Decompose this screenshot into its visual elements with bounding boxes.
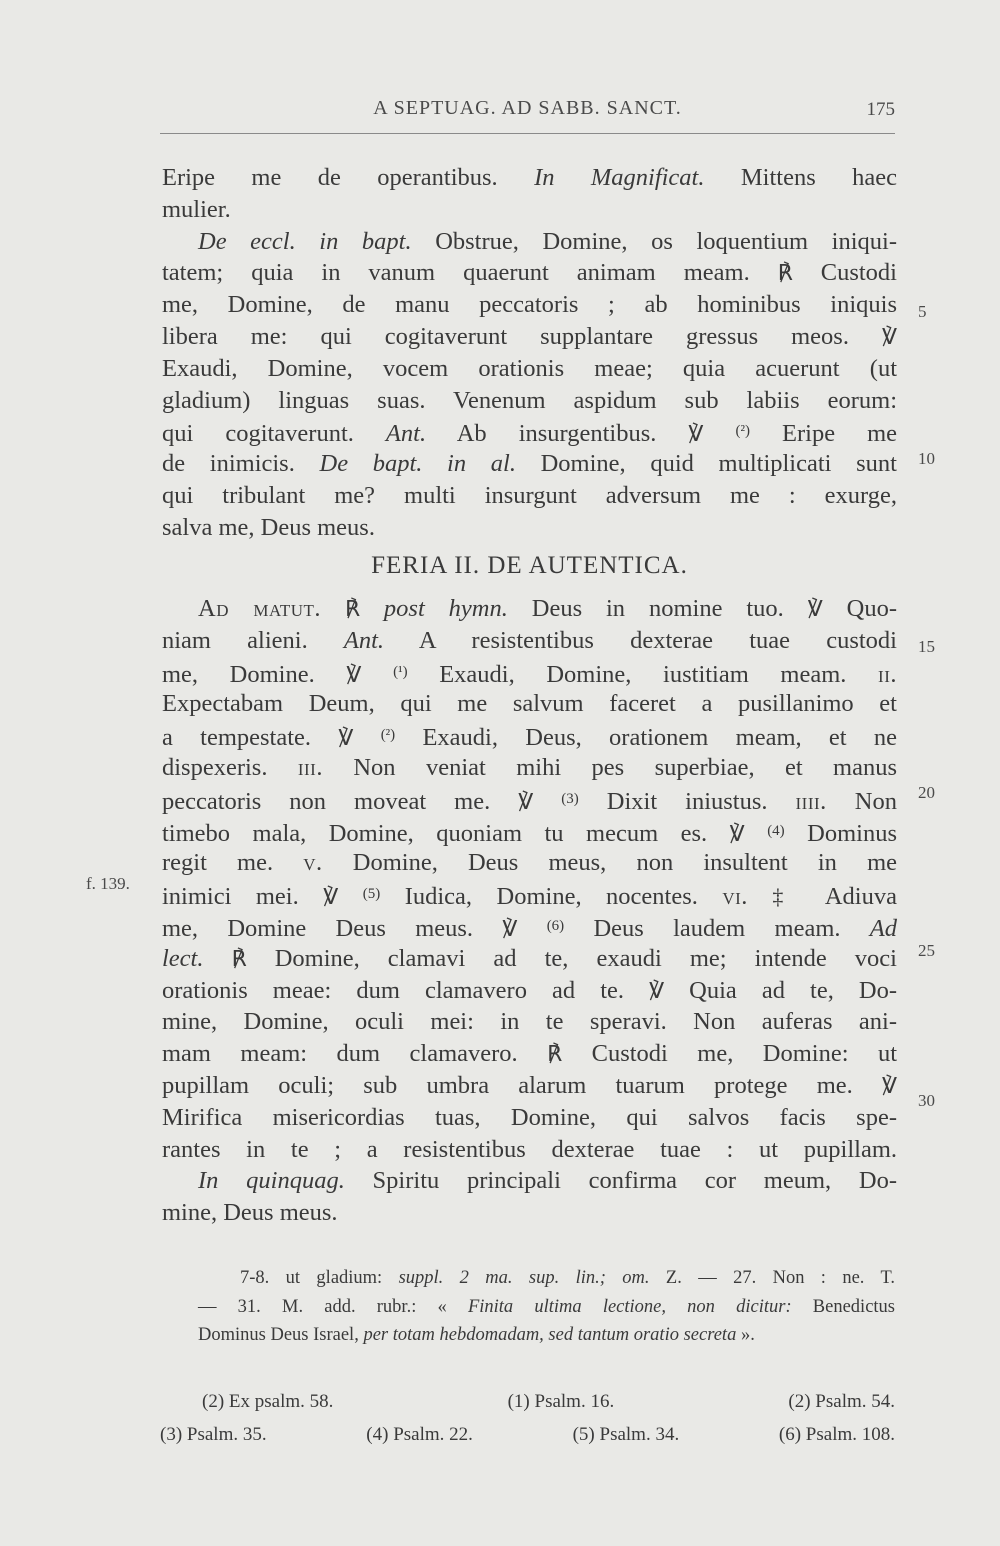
text-run: Domine, quid multiplicati sunt xyxy=(515,450,897,478)
text-line xyxy=(162,194,897,226)
psalm-references xyxy=(160,1385,895,1451)
text-line xyxy=(162,162,897,194)
italic-text: De eccl. in bapt. xyxy=(198,227,412,255)
text-run xyxy=(321,595,345,622)
liturgical-symbol: ℣ xyxy=(881,1072,897,1098)
text-run xyxy=(533,788,561,815)
italic-text: In quinquag. xyxy=(198,1167,345,1195)
references-row-2 xyxy=(160,1418,895,1451)
text-line xyxy=(162,353,897,385)
text-line xyxy=(162,975,897,1007)
small-caps-text: Ad matut. xyxy=(198,595,322,622)
text-run: pupillam oculi; sub umbra alarum tuarum protege me. xyxy=(162,1071,882,1099)
psalm-reference: (2) Ex psalm. 58. xyxy=(202,1391,334,1412)
text-line xyxy=(162,512,897,544)
text-run: dispexeris. xyxy=(162,753,298,781)
italic-text: In Magnificat. xyxy=(534,164,705,191)
italic-text: post hymn. xyxy=(383,595,508,622)
liturgical-symbol: ℣ xyxy=(807,596,823,621)
text-run: rantes in te ; a resistentibus dexterae tuae : ut pupillam. xyxy=(162,1135,897,1163)
section-heading: FERIA II. DE AUTENTICA. xyxy=(371,552,688,579)
text-run: A resistentibus dexterae tuae custodi xyxy=(384,626,897,654)
small-caps-text: ii. xyxy=(878,660,897,688)
text-run: Deus in nomine tuo. xyxy=(507,595,808,622)
italic-text: Ad xyxy=(869,914,898,942)
italic-text: per totam hebdomadam, sed tantum oratio secreta xyxy=(363,1325,737,1345)
text-run: mine, Deus meus. xyxy=(162,1199,338,1227)
italic-text: De bapt. in al. xyxy=(319,450,516,478)
text-line xyxy=(162,1197,897,1229)
footnote-marker: (²) xyxy=(735,423,750,440)
liturgical-symbol: ℟ xyxy=(344,596,361,621)
text-run: de inimicis. xyxy=(162,450,320,478)
text-line xyxy=(162,816,897,848)
text-run: qui cogitaverunt. xyxy=(162,420,386,448)
small-caps-text: iiii. xyxy=(795,787,827,815)
text-run: mam meam: dum clamavero. xyxy=(162,1040,548,1068)
text-line xyxy=(162,480,897,512)
text-line xyxy=(162,720,897,752)
liturgical-symbol: ℣ xyxy=(323,884,339,910)
text-run: Dominus xyxy=(784,819,898,847)
footnote-marker: (4) xyxy=(767,822,785,839)
footnote-marker: (²) xyxy=(380,727,396,744)
text-line xyxy=(162,416,897,448)
text-line xyxy=(162,385,897,417)
text-run: Custodi me, Domine: ut xyxy=(562,1040,898,1068)
text-run: Exaudi, Deus, orationem meam, et ne xyxy=(395,724,898,752)
text-run: me, Domine, de manu peccatoris ; ab hominibus iniquis xyxy=(162,291,897,319)
text-run: libera me: qui cogitaverunt supplantare gressus meos. xyxy=(162,322,882,350)
text-run: 7-8. ut gladium: xyxy=(240,1268,399,1288)
header-title: A SEPTUAG. AD SABB. SANCT. xyxy=(373,97,682,119)
apparatus-line xyxy=(198,1264,895,1293)
text-run: Expectabam Deum, qui me salvum faceret a pusillanimo et xyxy=(162,690,897,718)
line-number: 20 xyxy=(918,783,935,802)
liturgical-symbol: ℟ xyxy=(231,945,247,971)
text-run: Non xyxy=(826,787,897,815)
italic-text: suppl. 2 ma. sup. lin.; om. xyxy=(398,1268,650,1288)
italic-text: lect. xyxy=(162,944,204,972)
text-line xyxy=(162,625,897,657)
psalm-reference: (4) Psalm. 22. xyxy=(366,1424,473,1445)
text-run xyxy=(338,883,362,910)
liturgical-symbol: ℣ xyxy=(338,725,354,751)
body-text-block-2 xyxy=(162,593,897,1229)
psalm-reference: (1) Psalm. 16. xyxy=(507,1391,615,1412)
text-line xyxy=(162,1070,897,1102)
text-run: Z. — 27. Non : ne. T. xyxy=(649,1268,896,1288)
text-run: Dixit iniustus. xyxy=(578,787,796,815)
text-run: Domine, Deus meus, non insultent in me xyxy=(322,849,897,877)
text-line xyxy=(162,1038,897,1070)
text-line xyxy=(162,1102,897,1134)
references-row-1 xyxy=(160,1385,895,1418)
text-run xyxy=(360,595,384,622)
running-header xyxy=(160,97,895,127)
text-line xyxy=(162,911,897,943)
psalm-reference: (3) Psalm. 35. xyxy=(160,1424,267,1445)
text-run: me, Domine. xyxy=(162,660,347,688)
text-run: Quo- xyxy=(822,595,897,622)
text-line xyxy=(162,257,897,289)
liturgical-symbol: ‡ xyxy=(772,884,802,910)
text-run xyxy=(748,883,772,910)
text-run: regit me. xyxy=(162,849,304,877)
line-number: 15 xyxy=(918,637,935,656)
text-run: salva me, Deus meus. xyxy=(162,513,375,541)
liturgical-symbol: ℣ xyxy=(518,788,534,814)
text-run: a tempestate. xyxy=(162,724,339,752)
text-line xyxy=(162,657,897,689)
text-run: Ab insurgentibus. xyxy=(426,420,689,448)
text-run: ». xyxy=(736,1325,755,1345)
text-run: gladium) linguas suas. Venenum aspidum sub labiis eorum: xyxy=(162,386,897,414)
liturgical-symbol: ℣ xyxy=(729,820,745,846)
text-run: Exaudi, Domine, vocem orationis meae; quia acuerunt (ut xyxy=(162,354,897,382)
line-number: 10 xyxy=(918,449,935,468)
liturgical-symbol: ℣ xyxy=(649,977,665,1003)
text-line xyxy=(162,943,897,975)
psalm-reference: (5) Psalm. 34. xyxy=(572,1424,680,1445)
text-run: peccatoris non moveat me. xyxy=(162,787,519,815)
text-run: niam alieni. xyxy=(162,626,344,654)
text-line xyxy=(162,289,897,321)
text-run: Domine, clamavi ad te, exaudi me; intende voci xyxy=(246,944,897,972)
line-number: 25 xyxy=(918,941,935,960)
folio-marginal-note: f. 139. xyxy=(86,874,130,893)
text-line xyxy=(162,784,897,816)
text-run: Iudica, Domine, nocentes. xyxy=(380,883,723,911)
text-line xyxy=(162,448,897,480)
text-run xyxy=(745,820,767,847)
liturgical-symbol: ℟ xyxy=(777,260,793,286)
liturgical-symbol: ℣ xyxy=(346,661,362,687)
liturgical-symbol: ℣ xyxy=(502,915,518,941)
text-run: Dominus Deus Israel, xyxy=(198,1325,364,1345)
header-rule xyxy=(160,133,895,134)
text-run xyxy=(703,420,735,447)
footnote-marker: (6) xyxy=(546,917,565,934)
body-text-block-1 xyxy=(162,162,897,544)
critical-apparatus xyxy=(198,1264,895,1350)
psalm-reference: (6) Psalm. 108. xyxy=(778,1424,895,1445)
footnote-marker: (3) xyxy=(561,790,579,807)
text-run: Mittens haec xyxy=(704,164,897,191)
liturgical-symbol: ℟ xyxy=(547,1041,563,1067)
text-run: Exaudi, Domine, iustitiam meam. xyxy=(407,660,879,688)
section-heading-wrap xyxy=(162,550,897,582)
text-run xyxy=(353,724,380,751)
apparatus-line xyxy=(198,1321,895,1350)
text-run: — 31. M. add. rubr.: « xyxy=(198,1296,468,1317)
text-run: Deus laudem meam. xyxy=(564,914,870,942)
text-run: Eripe me de operantibus. xyxy=(162,164,535,191)
footnote-marker: (¹) xyxy=(393,663,408,680)
liturgical-symbol: ℣ xyxy=(881,323,897,349)
liturgical-symbol: ℣ xyxy=(688,421,704,447)
text-line xyxy=(162,226,897,258)
line-number: 30 xyxy=(918,1091,935,1110)
text-run: qui tribulant me? multi insurgunt adversum me : exurge, xyxy=(162,481,897,509)
apparatus-line xyxy=(198,1293,895,1322)
text-line xyxy=(162,879,897,911)
text-line xyxy=(162,1134,897,1166)
text-run: Benedictus xyxy=(791,1296,895,1317)
small-caps-text: vi. xyxy=(722,883,748,911)
line-number: 5 xyxy=(918,302,927,321)
text-run: mulier. xyxy=(162,195,231,223)
text-run: inimici mei. xyxy=(162,883,324,911)
text-run xyxy=(204,945,232,972)
text-run: Mirifica misericordias tuas, Domine, qui salvos facis spe- xyxy=(162,1103,897,1131)
text-run: tatem; quia in vanum quaerunt animam meam. xyxy=(162,259,778,287)
italic-text: Ant. xyxy=(343,626,385,654)
text-run: Adiuva xyxy=(801,883,897,911)
text-run: orationis meae: dum clamavero ad te. xyxy=(162,976,650,1004)
text-line xyxy=(162,1165,897,1197)
text-line xyxy=(162,752,897,784)
text-run xyxy=(517,915,546,942)
text-run: mine, Domine, oculi mei: in te speravi. Non auferas ani- xyxy=(162,1008,897,1036)
italic-text: Ant. xyxy=(385,420,427,448)
text-line xyxy=(162,593,897,625)
text-run: me, Domine Deus meus. xyxy=(162,914,503,942)
text-run: Custodi xyxy=(792,259,897,287)
italic-text: Finita ultima lectione, non dicitur: xyxy=(467,1296,792,1317)
text-run: timebo mala, Domine, quoniam tu mecum es. xyxy=(162,819,730,847)
text-run xyxy=(361,661,393,688)
text-line xyxy=(162,688,897,720)
text-run: Quia ad te, Do- xyxy=(664,976,897,1004)
text-run: Spiritu principali confirma cor meum, Do- xyxy=(344,1167,897,1195)
text-run: Non veniat mihi pes superbiae, et manus xyxy=(322,753,897,781)
text-run: Obstrue, Domine, os loquentium iniqui- xyxy=(411,227,897,255)
text-line xyxy=(162,847,897,879)
page-number: 175 xyxy=(866,99,895,120)
psalm-reference: (2) Psalm. 54. xyxy=(788,1391,895,1412)
small-caps-text: iii. xyxy=(297,753,323,781)
small-caps-text: v. xyxy=(303,849,323,877)
text-line xyxy=(162,321,897,353)
text-line xyxy=(162,1006,897,1038)
text-run: Eripe me xyxy=(750,420,898,448)
footnote-marker: (5) xyxy=(362,886,381,903)
